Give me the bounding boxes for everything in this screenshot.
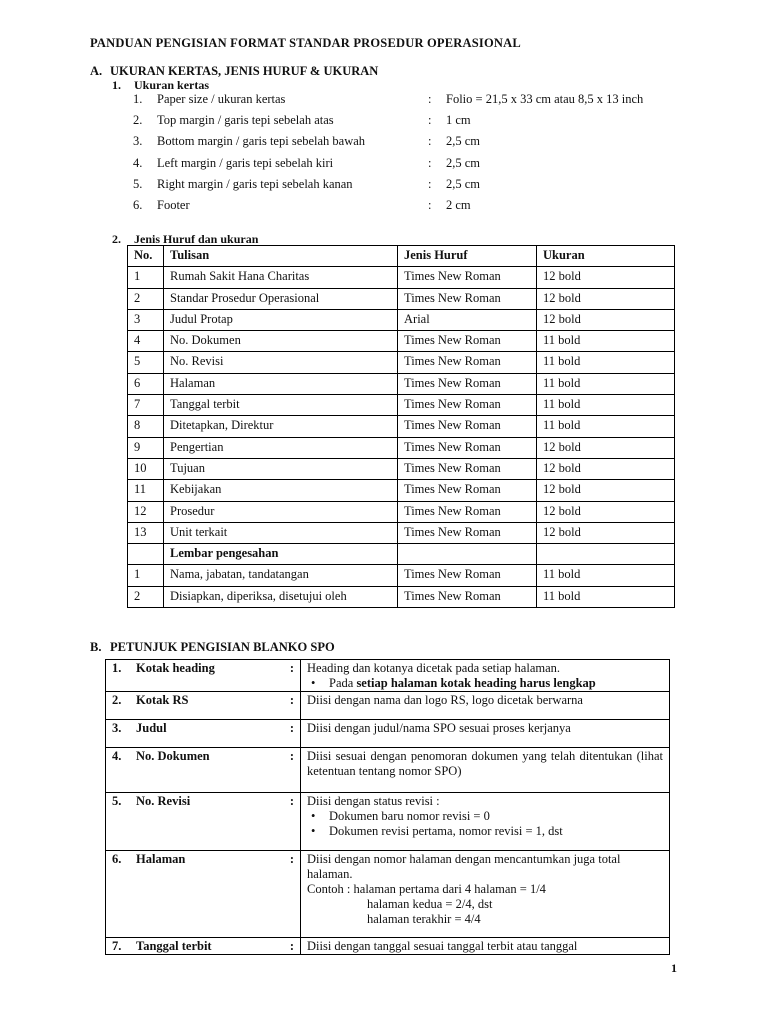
font-table-header: No. (128, 246, 164, 267)
paper-item-colon: : (428, 155, 432, 170)
paper-size-list (133, 92, 733, 219)
paper-item-label: Bottom margin / garis tepi sebelah bawah (157, 134, 366, 149)
table-cell: Judul Protap (164, 309, 398, 330)
paper-item-value: 2,5 cm (446, 134, 481, 149)
spo-key-label: No. Dokumen (136, 749, 210, 763)
table-cell (398, 544, 537, 565)
table-cell: Unit terkait (164, 522, 398, 543)
table-cell: 9 (128, 437, 164, 458)
bullet-icon: • (311, 809, 316, 823)
bullet-icon: • (311, 824, 316, 838)
table-cell: Times New Roman (398, 288, 537, 309)
paper-item (133, 156, 733, 177)
table-cell: Rumah Sakit Hana Charitas (164, 267, 398, 288)
table-cell: Disiapkan, diperiksa, disetujui oleh (164, 586, 398, 607)
bullet-text: Dokumen revisi pertama, nomor revisi = 1, dst (329, 824, 563, 838)
table-cell: Times New Roman (398, 395, 537, 416)
spo-key-colon: : (289, 939, 294, 953)
table-row (128, 395, 675, 416)
font-table-header: Jenis Huruf (398, 246, 537, 267)
spo-key-label: Tanggal terbit (136, 939, 212, 953)
section-a-heading (90, 64, 378, 79)
table-cell: Tanggal terbit (164, 395, 398, 416)
table-cell: Pengertian (164, 437, 398, 458)
lembar-pengesahan-row (128, 544, 675, 565)
table-cell: 12 bold (537, 458, 675, 479)
table-row (128, 288, 675, 309)
spo-key-label: No. Revisi (136, 794, 191, 808)
document-title: PANDUAN PENGISIAN FORMAT STANDAR PROSEDUR OPERASIONAL (90, 36, 521, 50)
table-row (128, 267, 675, 288)
spo-key-number: 3. (112, 721, 122, 735)
table-cell: Times New Roman (398, 480, 537, 501)
spo-key (106, 793, 301, 851)
table-row (106, 748, 670, 793)
table-cell: Times New Roman (398, 586, 537, 607)
table-cell: No. Dokumen (164, 331, 398, 352)
table-cell: 11 bold (537, 373, 675, 394)
spo-key (106, 851, 301, 938)
section-b-heading (90, 640, 335, 655)
paper-item-number: 2. (133, 113, 143, 128)
table-cell: 5 (128, 352, 164, 373)
table-row (106, 851, 670, 938)
font-size-title: Jenis Huruf dan ukuran (134, 232, 259, 246)
list-item (307, 676, 663, 691)
paper-item-label: Footer (157, 197, 190, 212)
table-cell: 11 bold (537, 395, 675, 416)
paper-size-number: 1. (112, 78, 121, 92)
font-table (127, 245, 675, 608)
list-item (307, 809, 663, 824)
paper-item-number: 1. (133, 92, 143, 106)
paper-item-number: 4. (133, 155, 143, 170)
table-cell: 11 bold (537, 352, 675, 373)
page-number: 1 (671, 961, 677, 975)
table-cell: Ditetapkan, Direktur (164, 416, 398, 437)
spo-key-colon: : (289, 661, 294, 675)
table-cell: 11 bold (537, 586, 675, 607)
bullet-bold-text: setiap halaman kotak heading harus lengkap (356, 676, 596, 690)
spo-value (301, 748, 670, 793)
table-cell: 12 (128, 501, 164, 522)
example-line: halaman terakhir = 4/4 (367, 912, 481, 926)
paper-item (133, 198, 733, 219)
table-cell: Times New Roman (398, 373, 537, 394)
paper-item-colon: : (428, 134, 432, 149)
spo-key-number: 5. (112, 794, 122, 808)
spo-key (106, 660, 301, 692)
spo-key (106, 692, 301, 720)
spo-value-text: Diisi dengan nomor halaman dengan mencantumkan juga total halaman. (307, 852, 621, 881)
paper-item-label: Paper size / ukuran kertas (157, 92, 286, 106)
table-cell: 7 (128, 395, 164, 416)
table-cell: 3 (128, 309, 164, 330)
section-a-title: UKURAN KERTAS, JENIS HURUF & UKURAN (110, 64, 379, 78)
table-cell: 2 (128, 288, 164, 309)
table-cell: Times New Roman (398, 331, 537, 352)
spo-key-colon: : (289, 794, 294, 808)
table-cell: 8 (128, 416, 164, 437)
font-size-number: 2. (112, 232, 121, 246)
table-row (128, 480, 675, 501)
table-cell: No. Revisi (164, 352, 398, 373)
table-cell: Times New Roman (398, 565, 537, 586)
table-row (128, 437, 675, 458)
spo-value-text: Diisi dengan tanggal sesuai tanggal terbit atau tanggal (307, 939, 578, 953)
spo-value-text: Heading dan kotanya dicetak pada setiap halaman. (307, 661, 561, 675)
paper-size-heading (112, 78, 209, 93)
paper-item-colon: : (428, 197, 432, 212)
table-cell: Halaman (164, 373, 398, 394)
table-row (128, 352, 675, 373)
table-cell: Times New Roman (398, 352, 537, 373)
paper-item-number: 3. (133, 134, 143, 149)
spo-key (106, 748, 301, 793)
spo-value (301, 720, 670, 748)
table-cell: 11 bold (537, 565, 675, 586)
table-cell (537, 544, 675, 565)
paper-item-number: 6. (133, 197, 143, 212)
table-cell: 12 bold (537, 501, 675, 522)
spo-instructions-table (105, 659, 670, 955)
table-row (128, 522, 675, 543)
spo-key (106, 938, 301, 955)
spo-key-label: Judul (136, 721, 167, 735)
table-cell: 11 bold (537, 416, 675, 437)
paper-item-value: 1 cm (446, 113, 471, 128)
spo-key-label: Kotak heading (136, 661, 215, 675)
table-row (128, 501, 675, 522)
paper-size-title: Ukuran kertas (134, 78, 210, 92)
table-cell: 10 (128, 458, 164, 479)
spo-key-colon: : (289, 852, 294, 866)
spo-value (301, 692, 670, 720)
table-cell: 4 (128, 331, 164, 352)
bullet-icon: • (311, 676, 316, 690)
table-cell: Times New Roman (398, 437, 537, 458)
spo-value (301, 793, 670, 851)
paper-item-label: Top margin / garis tepi sebelah atas (157, 113, 334, 128)
table-cell: 12 bold (537, 288, 675, 309)
paper-item (133, 113, 733, 134)
example-line: halaman kedua = 2/4, dst (367, 897, 493, 911)
spo-key-number: 6. (112, 852, 122, 866)
font-table-header-row (128, 246, 675, 267)
paper-item-value: 2 cm (446, 197, 471, 212)
table-row (106, 720, 670, 748)
paper-item-value: Folio = 21,5 x 33 cm atau 8,5 x 13 inch (446, 92, 644, 106)
paper-item (133, 92, 733, 113)
spo-key-number: 4. (112, 749, 122, 763)
table-cell (128, 544, 164, 565)
paper-item-colon: : (428, 176, 432, 191)
spo-key-number: 2. (112, 693, 122, 707)
table-cell: 12 bold (537, 480, 675, 501)
spo-key-number: 7. (112, 939, 122, 953)
spo-key-colon: : (289, 749, 294, 763)
table-row (106, 938, 670, 955)
table-row (128, 586, 675, 607)
spo-value-text: Diisi dengan nama dan logo RS, logo dicetak berwarna (307, 693, 583, 707)
table-cell: Kebijakan (164, 480, 398, 501)
spo-key-number: 1. (112, 661, 122, 675)
spo-value-text: Diisi sesuai dengan penomoran dokumen yang telah ditentukan (lihat ketentuan tentang nomor SPO) (307, 749, 663, 778)
spo-value-text: Diisi dengan status revisi : (307, 794, 440, 808)
paper-item-value: 2,5 cm (446, 176, 481, 191)
bullet-list (307, 676, 663, 691)
paper-item-number: 5. (133, 176, 143, 191)
table-cell: Prosedur (164, 501, 398, 522)
bullet-prefix: Pada (329, 676, 357, 690)
table-cell: 12 bold (537, 309, 675, 330)
table-cell: Times New Roman (398, 501, 537, 522)
spo-key-colon: : (289, 693, 294, 707)
table-row (128, 565, 675, 586)
table-cell: Nama, jabatan, tandatangan (164, 565, 398, 586)
spo-value (301, 851, 670, 938)
table-cell: Tujuan (164, 458, 398, 479)
paper-item-label: Right margin / garis tepi sebelah kanan (157, 176, 353, 191)
table-cell: 11 bold (537, 331, 675, 352)
section-b-title: PETUNJUK PENGISIAN BLANKO SPO (110, 640, 335, 654)
spo-key-label: Halaman (136, 852, 186, 866)
table-row (106, 793, 670, 851)
table-row (106, 660, 670, 692)
spo-value (301, 660, 670, 692)
table-cell: Times New Roman (398, 267, 537, 288)
table-row (128, 458, 675, 479)
font-table-header: Tulisan (164, 246, 398, 267)
spo-value-text: Diisi dengan judul/nama SPO sesuai proses kerjanya (307, 721, 571, 735)
section-a-number: A. (90, 64, 103, 78)
table-cell: 6 (128, 373, 164, 394)
table-row (128, 416, 675, 437)
table-cell: Times New Roman (398, 458, 537, 479)
table-cell: 12 bold (537, 267, 675, 288)
table-cell: 1 (128, 267, 164, 288)
table-row (128, 309, 675, 330)
bullet-list (307, 809, 663, 839)
table-row (106, 692, 670, 720)
font-table-header: Ukuran (537, 246, 675, 267)
table-cell: 11 (128, 480, 164, 501)
table-cell: 13 (128, 522, 164, 543)
table-cell: 1 (128, 565, 164, 586)
spo-key-label: Kotak RS (136, 693, 189, 707)
bullet-text: Dokumen baru nomor revisi = 0 (329, 809, 490, 823)
table-cell: 12 bold (537, 437, 675, 458)
table-cell: 2 (128, 586, 164, 607)
paper-item-colon: : (428, 92, 432, 106)
spo-key (106, 720, 301, 748)
table-cell: 12 bold (537, 522, 675, 543)
table-row (128, 331, 675, 352)
spo-key-colon: : (289, 721, 294, 735)
paper-item-value: 2,5 cm (446, 155, 481, 170)
table-cell: Arial (398, 309, 537, 330)
list-item (307, 824, 663, 839)
example-line: Contoh : halaman pertama dari 4 halaman = 1/4 (307, 882, 546, 896)
paper-item (133, 177, 733, 198)
section-b-number: B. (90, 640, 102, 654)
table-cell: Times New Roman (398, 416, 537, 437)
lembar-pengesahan-label: Lembar pengesahan (164, 544, 398, 565)
paper-item-label: Left margin / garis tepi sebelah kiri (157, 155, 334, 170)
paper-item (133, 134, 733, 155)
table-cell: Times New Roman (398, 522, 537, 543)
table-row (128, 373, 675, 394)
table-cell: Standar Prosedur Operasional (164, 288, 398, 309)
paper-item-colon: : (428, 113, 432, 128)
spo-value (301, 938, 670, 955)
